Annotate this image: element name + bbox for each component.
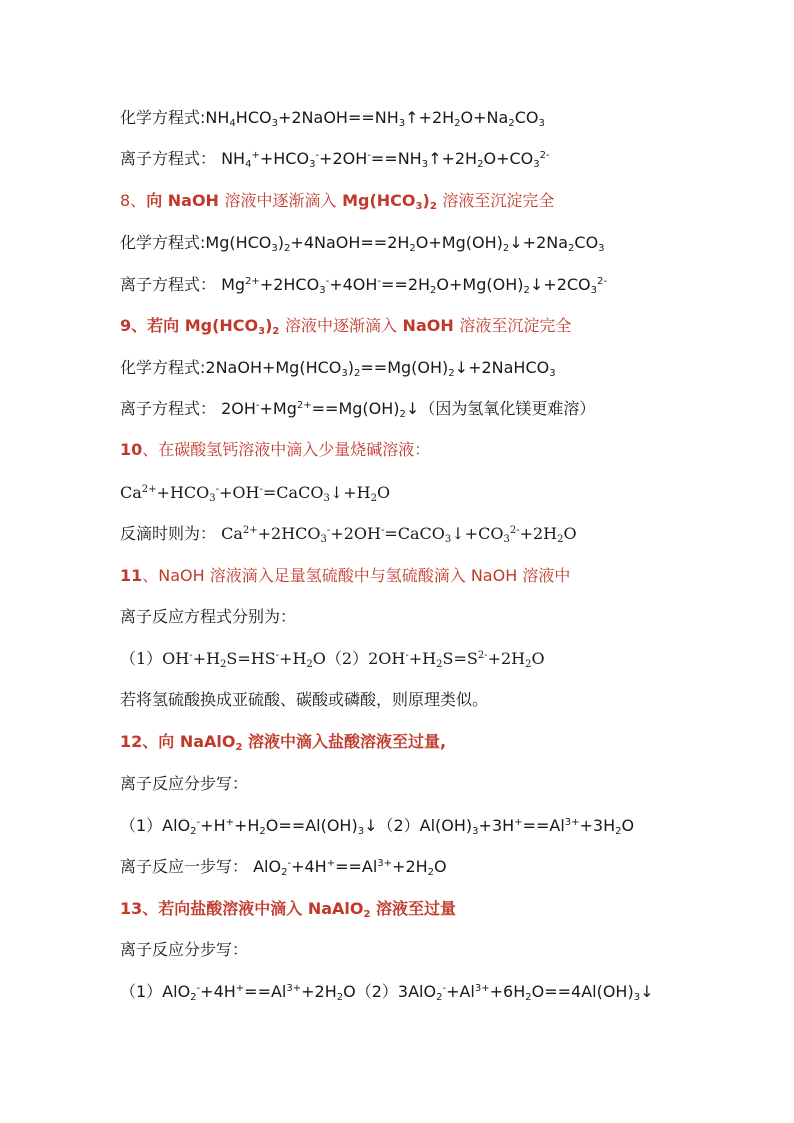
equation-line: $(1)AlO_2^-+4H^+==Al^{3+}+2H_2O(2)3AlO_2^-+Al^{3+}+6H_2O==4Al(OH)_3↓$: [120, 982, 654, 1003]
equation-line: $(1)OH^-+H_2S=HS^-+H_2O(2)2OH^-+H_2S=S^{2-}+2H_2O$: [120, 649, 545, 670]
ionic-equation-line: 离子方程式： $NH_4^++HCO_3^-+2OH^-==NH_3↑+2H_2O+CO_3^{2-}$: [120, 149, 550, 170]
section-heading-12: 12、向 NaAlO$_2$ 溶液中滴入盐酸溶液至过量,: [120, 732, 447, 753]
reverse-drop-equation-line: 反滴时则为： $Ca^{2+}+2HCO_3^-+2OH^-=CaCO_3↓+CO_3^{2-}+2H_2O$: [120, 524, 577, 545]
body-text-line: 若将氢硫酸换成亚硫酸、碳酸或磷酸，则原理类似。: [120, 690, 489, 709]
section-heading-10: 10、在碳酸氢钙溶液中滴入少量烧碱溶液：: [120, 440, 431, 459]
section-heading-9: 9、若向 $Mg(HCO_3)_2$ 溶液中逐渐滴入 NaOH 溶液至沉淀完全: [120, 316, 572, 337]
section-heading-8: 8、向 NaOH 溶液中逐渐滴入 $Mg(HCO_3)_2$ 溶液至沉淀完全: [120, 191, 555, 212]
equation-line: $(1)AlO_2^-+H^++H_2O==Al(OH)_3↓(2)Al(OH)_3+3H^+==Al^{3+}+3H_2O$: [120, 816, 635, 837]
section-heading-11: 11、NaOH 溶液滴入足量氢硫酸中与氢硫酸滴入 NaOH 溶液中: [120, 566, 571, 585]
ionic-equation-line: 离子方程式： $2OH^-+Mg^{2+}==Mg(OH)_2↓$（因为氢氧化镁更难溶）: [120, 399, 596, 420]
body-text-line: 离子反应分步写：: [120, 774, 249, 793]
chemical-equation-line: 化学方程式$:Mg(HCO_3)_2+4NaOH==2H_2O+Mg(OH)_2↓+2Na_2CO_3$: [120, 233, 605, 254]
chemical-equation-line: 化学方程式$:NH_4HCO_3+2NaOH==NH_3↑+2H_2O+Na_2CO_3$: [120, 108, 545, 129]
body-text-line: 离子反应分步写：: [120, 940, 249, 959]
chemical-equation-line: 化学方程式$:2NaOH+Mg(HCO_3)_2==Mg(OH)_2↓+2NaHCO_3$: [120, 358, 556, 379]
section-heading-13: 13、若向盐酸溶液中滴入 NaAlO$_2$ 溶液至过量: [120, 899, 457, 920]
equation-line: $Ca^{2+}+HCO_3^-+OH^-=CaCO_3↓+H_2O$: [120, 483, 391, 504]
ionic-equation-line: 离子方程式： $Mg^{2+}+2HCO_3^-+4OH^-==2H_2O+Mg(OH)_2↓+2CO_3^{2-}$: [120, 275, 607, 296]
equation-line: 离子反应一步写： $AlO_2^-+4H^+==Al^{3+}+2H_2O$: [120, 857, 447, 878]
body-text-line: 离子反应方程式分别为：: [120, 607, 297, 626]
